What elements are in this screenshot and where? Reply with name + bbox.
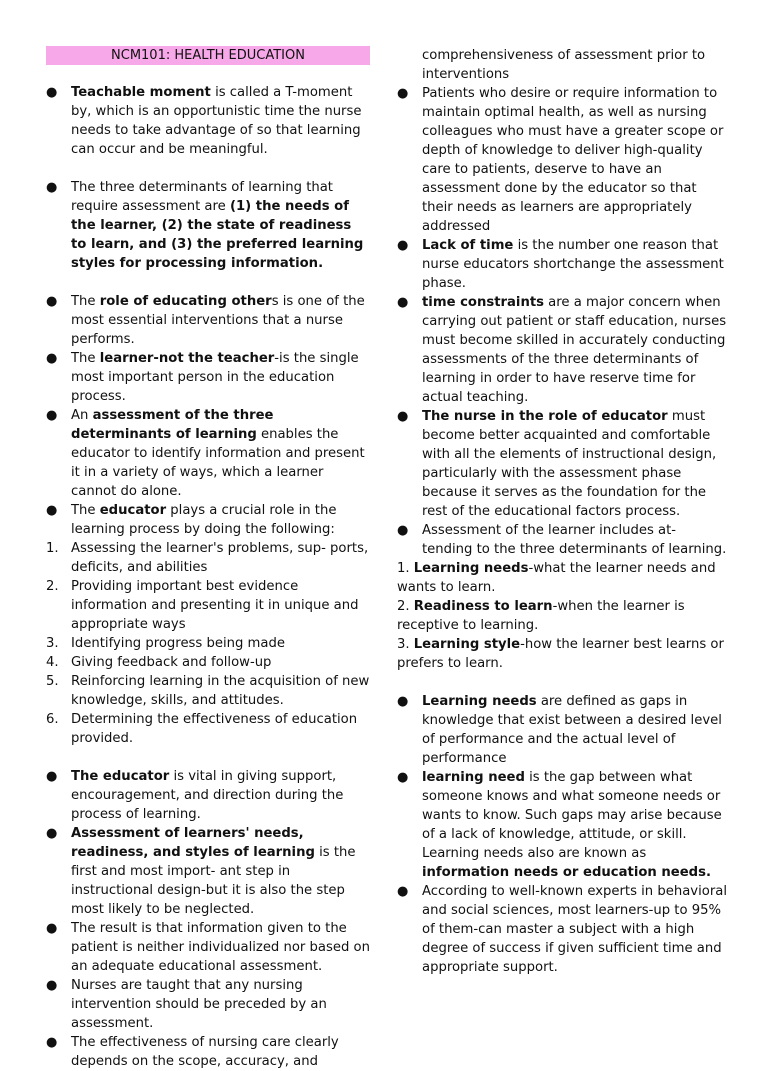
item-number: 3. (397, 637, 414, 652)
bullet-assessment-learners (46, 824, 370, 919)
bullet-text: The (71, 503, 100, 518)
bullet-text: An (71, 408, 93, 423)
item-text: Reinforcing learning in the acquisition of new knowledge, skills, and attitudes. (71, 674, 370, 708)
bold-term: assessment of the three determinants of learning (71, 408, 274, 442)
bullet-text: -is the single most important person in the education process. (71, 351, 359, 404)
bold-term: Learning needs (422, 694, 537, 709)
bullet-nurses-taught: ● Nurses are taught that any nursing intervention should be preceded by an assessment. (46, 976, 370, 1033)
bullet-text: enables the educator to identify information and present it in a variety of ways, which a learner cannot do alone. (71, 427, 365, 499)
bullet-text: The (71, 294, 100, 309)
bullet-learning-need-gap (397, 768, 727, 882)
bullet-text: The three determinants of learning that require assessment are (71, 180, 333, 214)
item-text: -when the learner is receptive to learning. (397, 599, 685, 633)
bold-term: The nurse in the role of educator (422, 409, 668, 424)
numbered-item-1 (397, 559, 727, 597)
bold-term: The educator (71, 769, 170, 784)
bullet-text: s is one of the most essential interventions that a nurse performs. (71, 294, 365, 347)
bold-term: learner-not the teacher (99, 351, 275, 366)
bold-term: Readiness to learn (413, 599, 553, 614)
numbered-item (46, 710, 370, 748)
item-number: 6. (46, 712, 59, 727)
bold-term: Lack of time (422, 238, 514, 253)
bullet-assessment-learner: ● Assessment of the learner includes at- tending to the three determinants of learning. (397, 521, 727, 559)
numbered-item-3 (397, 635, 727, 673)
bullet-assessment-determinants (46, 406, 370, 501)
item-number: 1. (46, 541, 59, 556)
bullet-text: plays a crucial role in the learning process by doing the following: (71, 503, 337, 537)
bullet-text: is the gap between what someone knows and what someone needs or wants to know. Such gaps may arise because of a lack of knowledge, attitude, or skill. Learning needs also are known as (422, 770, 722, 861)
numbered-list (46, 539, 370, 748)
bullet-text: is vital in giving support, encouragement, and direction during the process of learning. (71, 769, 344, 822)
bold-term: (1) the needs of the learner, (2) the state of readiness to learn, and (3) the preferred learning styles for processing information. (71, 199, 364, 271)
numbered-item (46, 539, 370, 577)
bullet-three-determinants (46, 178, 370, 273)
numbered-item-2 (397, 597, 727, 635)
page-title: NCM101: HEALTH EDUCATION (46, 46, 370, 65)
bullet-text: are defined as gaps in knowledge that exist between a desired level of performance and the actual level of performance (422, 694, 722, 766)
bold-term: information needs or education needs. (422, 865, 711, 880)
numbered-item (46, 634, 370, 653)
bold-term: role of educating other (99, 294, 272, 309)
bullet-effectiveness: ● The effectiveness of nursing care clearly depends on the scope, accuracy, and (46, 1033, 370, 1071)
item-number: 5. (46, 674, 59, 689)
bold-term: Learning needs (413, 561, 529, 576)
bullet-text: The (71, 351, 100, 366)
item-number: 4. (46, 655, 59, 670)
bullet-lack-of-time (397, 236, 727, 293)
item-text: Identifying progress being made (71, 636, 285, 651)
item-text: -how the learner best learns or prefers to learn. (397, 637, 724, 671)
bullet-experts: ● According to well-known experts in behavioral and social sciences, most learners-up to 95% of them-can master a subject with a high degree of success if given sufficient time and appropriate support. (397, 882, 727, 977)
bullet-teachable-moment (46, 83, 370, 159)
left-column (46, 46, 370, 1071)
bullet-role-educating (46, 292, 370, 349)
bullet-text: is the number one reason that nurse educators shortchange the assessment phase. (422, 238, 724, 291)
continued-text: comprehensiveness of assessment prior to interventions (422, 48, 706, 82)
numbered-item (46, 672, 370, 710)
item-number: 1. (397, 561, 414, 576)
bullet-text: is called a T-moment by, which is an opportunistic time the nurse needs to take advantage of so that learning can occur and be meaningful. (71, 85, 362, 157)
bullet-patients-desire: ● Patients who desire or require information to maintain optimal health, as well as nursing colleagues who must have a greater scope or depth of knowledge to deliver high-quality care to patients, deserve to have an assessment done by the educator so that their needs as learners are appropriately addressed (397, 84, 727, 236)
bullet-time-constraints (397, 293, 727, 407)
item-text: Providing important best evidence information and presenting it in unique and appropriate ways (71, 579, 359, 632)
item-text: Assessing the learner's problems, sup- ports, deficits, and abilities (71, 541, 369, 575)
right-column (397, 46, 727, 977)
bold-term: time constraints (422, 295, 544, 310)
bold-term: Assessment of learners' needs, readiness, and styles of learning (71, 826, 315, 860)
item-text: Giving feedback and follow-up (71, 655, 272, 670)
bullet-result: ● The result is that information given to the patient is neither individualized nor based on an adequate educational assessment. (46, 919, 370, 976)
bullet-nurse-educator (397, 407, 727, 521)
bullet-text: is the first and most import- ant step in instructional design-but it is also the step most likely to be neglected. (71, 845, 356, 917)
bullet-text: are a major concern when carrying out patient or staff education, nurses must become skilled in accurately conducting assessments of the three determinants of learning in order to have reserve time for actual teaching. (422, 295, 727, 405)
numbered-item (46, 653, 370, 672)
item-text: -what the learner needs and wants to learn. (397, 561, 716, 595)
bold-term: Learning style (413, 637, 521, 652)
item-number: 2. (46, 579, 59, 594)
bullet-text: must become better acquainted and comfortable with all the elements of instructional design, particularly with the assessment phase because it serves as the foundation for the rest of the educational factors process. (422, 409, 717, 519)
bullet-educator-role (46, 501, 370, 539)
bold-term: educator (99, 503, 167, 518)
numbered-item (46, 577, 370, 634)
bold-term: Teachable moment (71, 85, 211, 100)
item-text: Determining the effectiveness of education provided. (71, 712, 358, 746)
bullet-learning-needs-defined (397, 692, 727, 768)
bullet-learner-not-teacher (46, 349, 370, 406)
bullet-educator-vital (46, 767, 370, 824)
item-number: 2. (397, 599, 414, 614)
bold-term: learning need (422, 770, 525, 785)
item-number: 3. (46, 636, 59, 651)
